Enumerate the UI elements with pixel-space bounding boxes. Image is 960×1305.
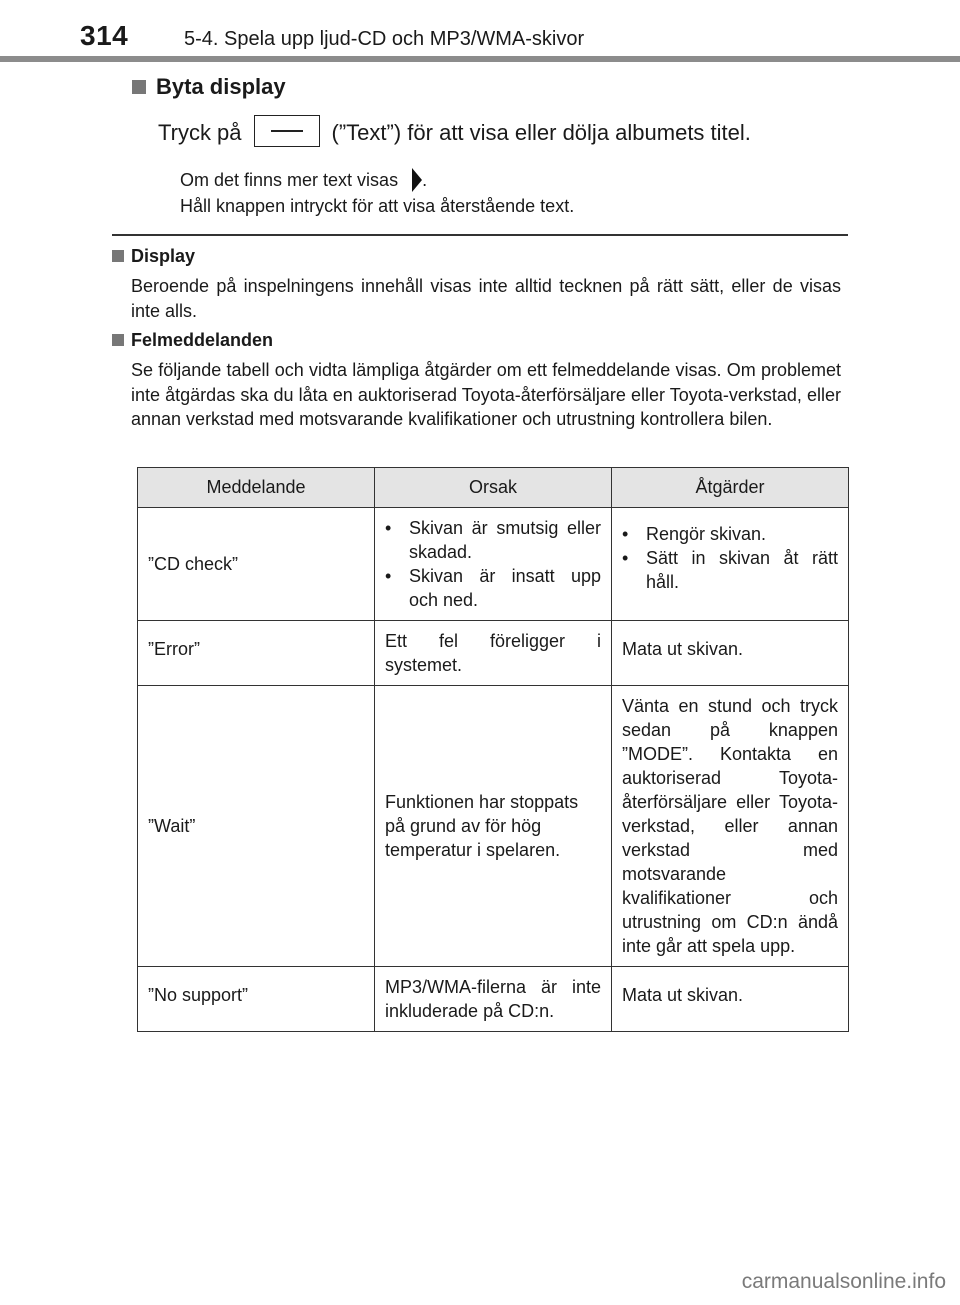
cell-action: [612, 508, 849, 621]
instruction-after: (”Text”) för att visa eller dölja albumets titel.: [331, 119, 751, 145]
instruction-before: Tryck på: [158, 119, 242, 145]
table-row: [138, 686, 849, 967]
square-bullet-icon: [132, 80, 146, 94]
watermark: carmanualsonline.info: [741, 1270, 946, 1293]
list-item: • Skivan är smutsig eller skadad.: [385, 516, 601, 564]
table-row: [138, 508, 849, 621]
dash-button-icon: [254, 115, 320, 147]
cell-cause: MP3/WMA-filerna är inte inkluderade på CD:n.: [375, 967, 612, 1032]
note-more-text-label: Om det finns mer text visas: [180, 170, 399, 190]
subheading-display: [112, 246, 195, 267]
page-header: [0, 0, 960, 62]
subheading-error-messages-text: Felmeddelanden: [131, 330, 274, 350]
cell-action: Vänta en stund och tryck sedan på knappen ”MODE”. Kontakta en auktoriserad Toyota-återförsäljare eller Toyota-verkstad, eller annan verkstad med motsvarande kvalifikationer och utrustning om CD:n ändå inte går att spela upp.: [612, 686, 849, 967]
cell-message: ”No support”: [138, 967, 375, 1032]
column-header-message: Meddelande: [138, 468, 375, 508]
cell-action: Mata ut skivan.: [612, 621, 849, 686]
cell-message: ”Wait”: [138, 686, 375, 967]
note-hold-button: Håll knappen intryckt för att visa återstående text.: [180, 196, 575, 216]
table-header-row: [138, 468, 849, 508]
cell-message: ”CD check”: [138, 508, 375, 621]
square-bullet-icon: [112, 334, 124, 346]
column-header-cause: Orsak: [375, 468, 612, 508]
right-triangle-icon: [412, 168, 422, 192]
cell-cause: Funktionen har stoppats på grund av för hög temperatur i spelaren.: [375, 686, 612, 967]
section-heading-text: Byta display: [156, 74, 286, 99]
note-more-text-end: .: [422, 170, 428, 190]
list-item: • Sätt in skivan åt rätt håll.: [622, 546, 838, 594]
list-item: • Rengör skivan.: [622, 522, 838, 546]
table-row: [138, 621, 849, 686]
chapter-title: 5-4. Spela upp ljud-CD och MP3/WMA-skivor: [184, 28, 585, 50]
cell-cause: Ett fel föreligger i systemet.: [375, 621, 612, 686]
paragraph-error-messages: Se följande tabell och vidta lämpliga åtgärder om ett felmeddelande visas. Om problemet inte åtgärdas ska du låta en auktoriserad Toyota-återförsäljare eller Toyota-verkstad, eller annan verkstad med motsvarande kvalifikationer och utrustning kontrollera bilen.: [131, 360, 841, 429]
section-heading: [132, 74, 286, 100]
subheading-error-messages: [112, 330, 273, 351]
error-message-table: [137, 467, 849, 1032]
column-header-action: Åtgärder: [612, 468, 849, 508]
header-rule: [0, 56, 960, 62]
cell-cause: [375, 508, 612, 621]
note-more-text: [180, 168, 427, 192]
cell-action: Mata ut skivan.: [612, 967, 849, 1032]
list-item: • Skivan är insatt upp och ned.: [385, 564, 601, 612]
page-number: 314: [80, 20, 129, 51]
cell-message: ”Error”: [138, 621, 375, 686]
paragraph-display: Beroende på inspelningens innehåll visas inte alltid tecknen på rätt sätt, eller de visas inte alls.: [131, 276, 841, 321]
subheading-display-text: Display: [131, 246, 196, 266]
table-row: [138, 967, 849, 1032]
instruction: [158, 118, 751, 150]
square-bullet-icon: [112, 250, 124, 262]
section-divider: [112, 234, 848, 236]
